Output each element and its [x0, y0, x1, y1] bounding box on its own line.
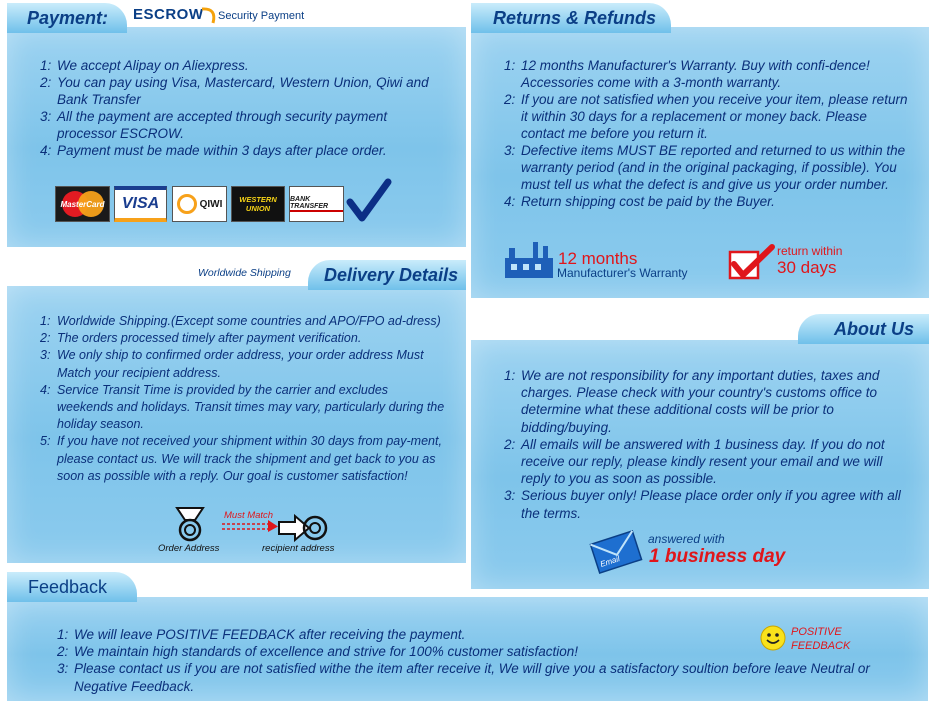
email-icon-label: Email: [599, 554, 621, 569]
smiley-icon: [760, 625, 786, 651]
positive-line1: POSITIVE: [791, 626, 842, 638]
list-item: 3: Please contact us if you are not satisfied withe the item after receive it, We will give you a satisfactory soultion before leave Neutral or Negative Feedback.: [57, 661, 870, 694]
list-item: 2: If you are not satisfied when you receive your item, please return it within 30 days for a replacement or money back. Please contact me before you return it.: [504, 92, 908, 141]
answered-big: 1 business day: [649, 546, 786, 567]
feedback-title: Feedback: [28, 577, 108, 597]
must-match-label: Must Match: [224, 510, 274, 521]
factory-icon: [503, 240, 555, 280]
list-item: 2: You can pay using Visa, Mastercard, Western Union, Qiwi and Bank Transfer: [40, 75, 429, 107]
visa-logo: VISA: [114, 186, 167, 222]
delivery-subtitle: Worldwide Shipping: [198, 267, 291, 279]
recipient-address-label: recipient address: [262, 543, 335, 554]
list-item: 3: We only ship to confirmed order address, your order address Must Match your recipient address.: [40, 348, 424, 380]
answered-small: answered with: [648, 532, 725, 546]
list-item: 4: Return shipping cost be paid by the Buyer.: [504, 194, 775, 209]
return-small: return within: [777, 244, 843, 258]
list-item: 1: 12 months Manufacturer's Warranty. Buy with confi-dence! Accessories come with a 3-month warranty.: [504, 58, 870, 90]
feedback-tab: [7, 572, 137, 602]
escrow-subtitle: Security Payment: [218, 10, 305, 22]
list-item: 4: Payment must be made within 3 days after place order.: [40, 143, 387, 158]
list-item: 1: We will leave POSITIVE FEEDBACK after receiving the payment.: [57, 627, 466, 642]
western-union-logo: WESTERN UNION: [231, 186, 285, 222]
list-item: 1: We accept Alipay on Aliexpress.: [40, 58, 249, 73]
bank-transfer-logo: BANK TRANSFER: [289, 186, 344, 222]
about-list: [504, 367, 908, 522]
list-item: 2: All emails will be answered with 1 business day. If you do not receive our reply, please kindly resent your email and we will reply to you as soon as possible.: [504, 436, 885, 487]
delivery-list: [40, 313, 445, 485]
list-item: 3: Defective items MUST BE reported and returned to us within the warranty period (and in the original packaging, if possible). You must tell us what the defect is and give us your order number.: [504, 143, 906, 192]
list-item: 3: Serious buyer only! Please place order only if you agree with all the terms.: [504, 488, 901, 521]
payment-list: [40, 57, 450, 159]
return-big: 30 days: [777, 258, 837, 277]
list-item: 2: The orders processed timely after payment verification.: [40, 331, 362, 346]
mastercard-logo: MasterCard: [55, 186, 110, 222]
list-item: 5: If you have not received your shipment within 30 days from pay-ment, please contact us. We will track the shipment and get back to you as soon as possible with a reply. Our goal is customer satisfaction!: [40, 434, 442, 483]
order-address-icon: [173, 506, 207, 542]
list-item: 2: We maintain high standards of excellence and strive for 100% customer satisfaction!: [57, 644, 579, 660]
returns-list: [504, 57, 909, 210]
returns-title: Returns & Refunds: [493, 8, 657, 28]
return-check-icon: [728, 244, 776, 282]
payment-title: Payment:: [27, 8, 109, 28]
arrow-right-icon: [222, 520, 278, 532]
escrow-swoosh-icon: [199, 6, 219, 26]
list-item: 3: All the payment are accepted through security payment processor ESCROW.: [40, 109, 388, 141]
delivery-title: Delivery Details: [324, 265, 459, 285]
escrow-logo: ESCROW: [133, 6, 213, 28]
checkmark-icon: [346, 178, 392, 224]
list-item: 1: We are not responsibility for any important duties, taxes and charges. Please check with your country's customs office to determine what these additional costs will be prior to bidding/buying.: [504, 368, 880, 435]
warranty-small: Manufacturer's Warranty: [557, 266, 688, 280]
list-item: 4: Service Transit Time is provided by the carrier and excludes weekends and holidays. Transit times may vary, particularly during the holiday season.: [40, 382, 445, 432]
about-tab: [798, 314, 929, 344]
email-icon: [588, 529, 644, 575]
delivery-tab: [308, 260, 466, 290]
about-title: About Us: [834, 319, 914, 339]
recipient-address-icon: [277, 513, 329, 543]
list-item: 1: Worldwide Shipping.(Except some countries and APO/FPO ad-dress): [40, 314, 441, 328]
qiwi-circle-icon: [177, 194, 197, 214]
order-address-label: Order Address: [158, 543, 220, 554]
warranty-big: 12 months: [558, 249, 638, 268]
qiwi-logo: QIWI: [172, 186, 227, 222]
returns-tab: [471, 3, 671, 33]
payment-tab: [7, 3, 127, 33]
positive-line2: FEEDBACK: [791, 640, 851, 652]
